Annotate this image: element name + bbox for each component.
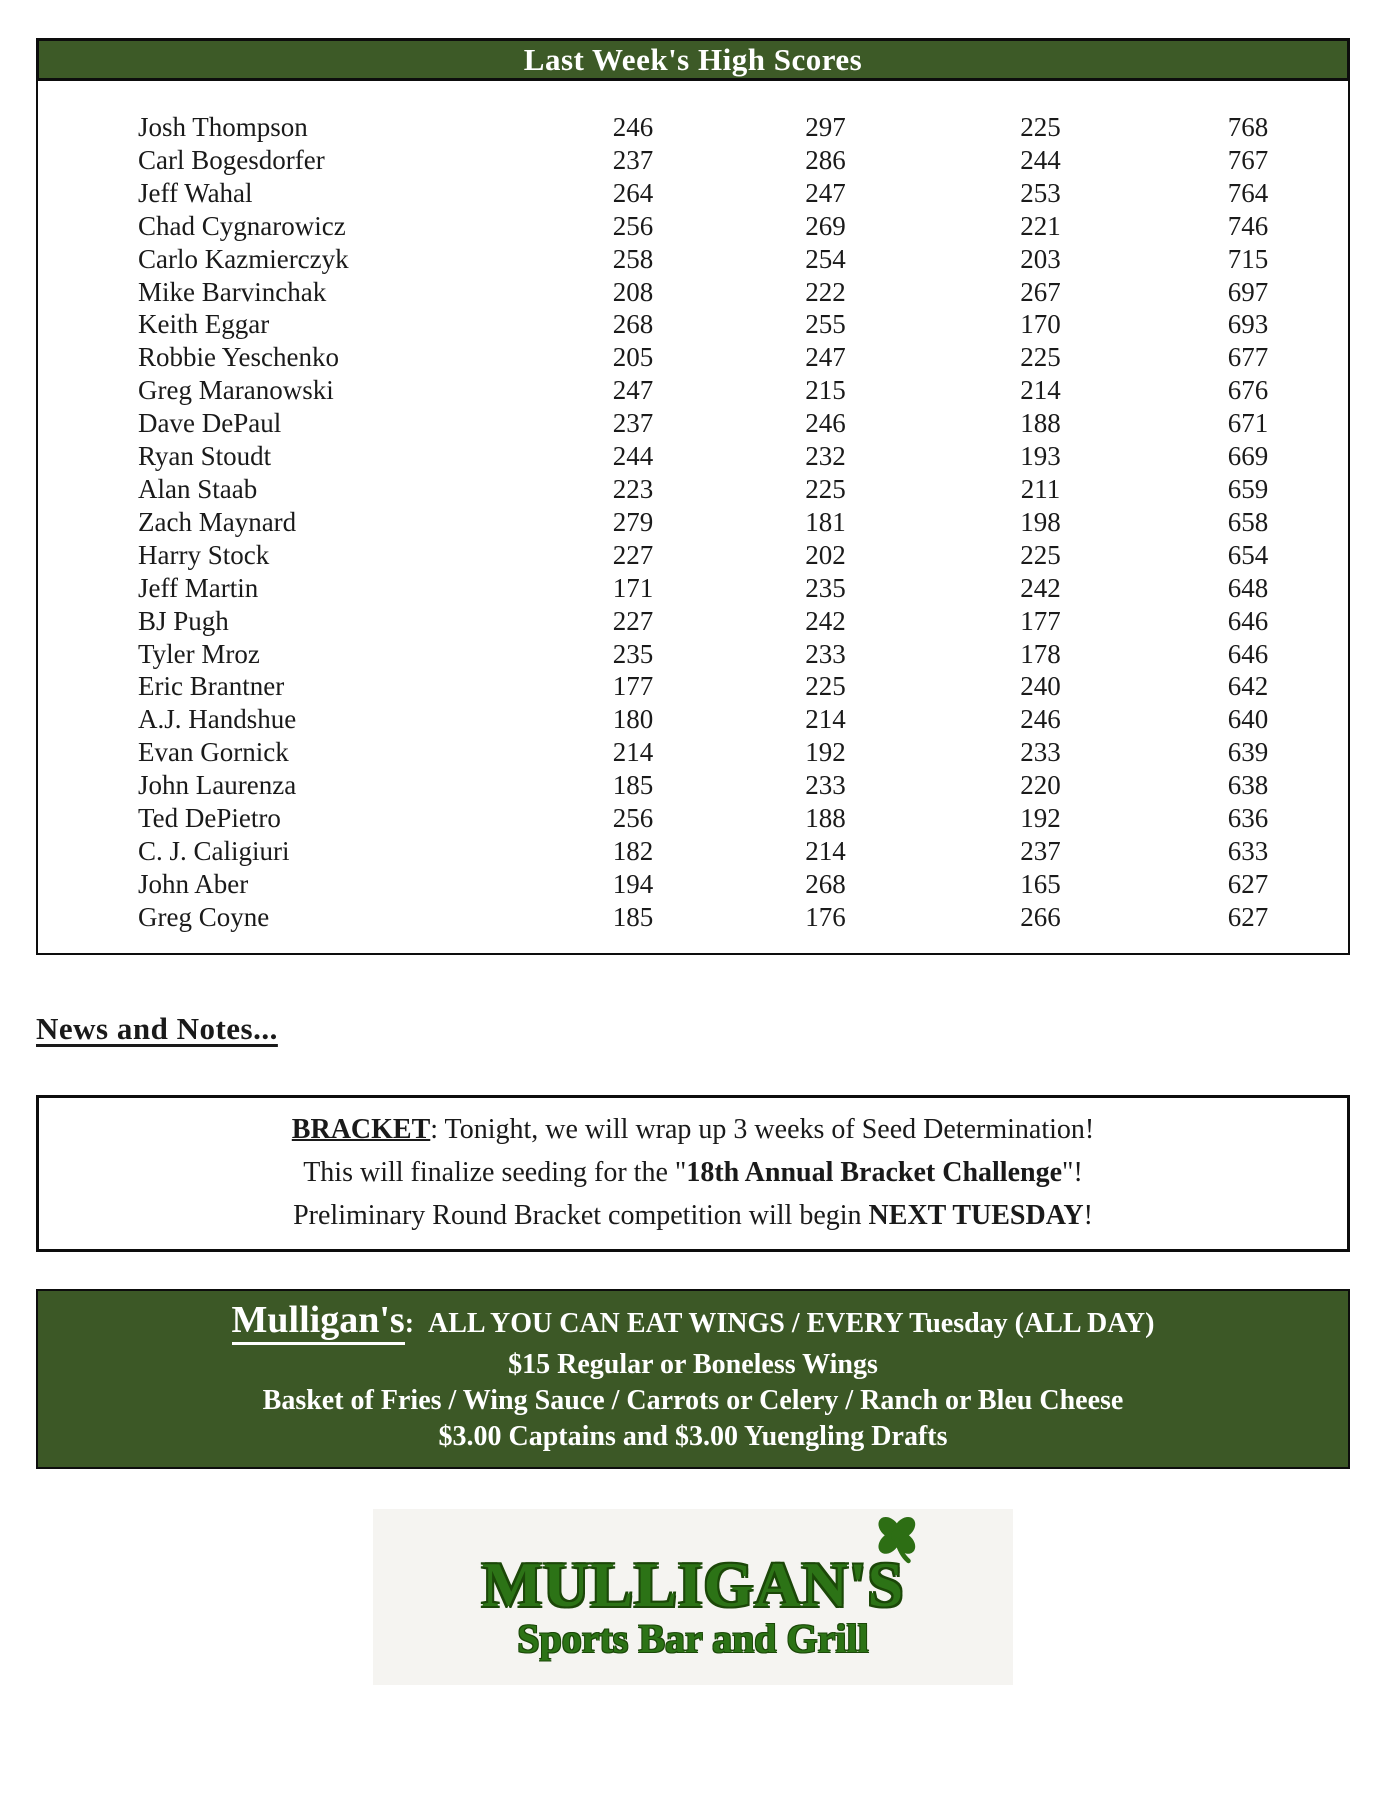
bowler-name: Jeff Wahal (138, 177, 253, 208)
series-total: 671 (1227, 408, 1269, 439)
bowler-name: Greg Coyne (138, 901, 270, 932)
bowler-name: Ted DePietro (138, 803, 281, 834)
score-row (38, 539, 1348, 572)
bowler-name: Carl Bogesdorfer (138, 144, 325, 175)
score-row (38, 374, 1348, 407)
bracket-line-2-post: "! (1062, 1157, 1083, 1188)
promo-line-1 (38, 1297, 1348, 1347)
game1-score: 256 (612, 210, 654, 241)
bracket-line-3 (39, 1194, 1347, 1237)
game2-score: 202 (805, 539, 846, 570)
bowler-name: Greg Maranowski (138, 375, 334, 406)
mulligans-logo (373, 1509, 1013, 1685)
series-total: 627 (1227, 901, 1269, 932)
game2-score: 214 (805, 704, 846, 735)
bowler-name: C. J. Caligiuri (138, 835, 290, 866)
series-total: 646 (1227, 605, 1269, 636)
promo-line-4: $3.00 Captains and $3.00 Yuengling Drafts (438, 1421, 948, 1452)
bowler-name: Tyler Mroz (138, 638, 260, 669)
row-indent (38, 111, 138, 144)
row-indent (38, 835, 138, 868)
series-total: 764 (1227, 177, 1269, 208)
game3-score: 203 (1020, 243, 1061, 274)
game3-score: 225 (1020, 112, 1061, 142)
high-scores-table (36, 81, 1350, 955)
game3-score: 188 (1020, 408, 1061, 439)
score-row (38, 210, 1348, 243)
promo-brand-name: Mulligan's (232, 1299, 405, 1345)
game3-score: 266 (1020, 901, 1061, 932)
bowler-name: Eric Brantner (138, 671, 285, 702)
game3-score: 225 (1020, 539, 1061, 570)
score-row (38, 605, 1348, 638)
score-row (38, 276, 1348, 309)
promo-line-3: Basket of Fries / Wing Sauce / Carrots or Celery / Ranch or Bleu Cheese (262, 1385, 1124, 1416)
bowler-name: A.J. Handshue (138, 704, 297, 735)
game2-score: 247 (805, 342, 846, 373)
bowler-name: Evan Gornick (138, 737, 289, 768)
bracket-challenge-name: 18th Annual Bracket Challenge (686, 1157, 1063, 1188)
series-total: 659 (1227, 473, 1269, 504)
game3-score: 177 (1020, 605, 1061, 636)
row-indent (38, 177, 138, 210)
score-row (38, 111, 1348, 144)
series-total: 636 (1227, 803, 1269, 834)
game1-score: 208 (612, 276, 654, 307)
row-indent (38, 670, 138, 703)
score-row (38, 736, 1348, 769)
game2-score: 246 (805, 408, 846, 439)
series-total: 642 (1227, 671, 1269, 702)
bowler-name: Keith Eggar (138, 309, 270, 340)
score-row (38, 670, 1348, 703)
game1-score: 264 (612, 177, 654, 208)
game3-score: 193 (1020, 441, 1061, 472)
game3-score: 267 (1020, 276, 1061, 307)
score-row (38, 572, 1348, 605)
score-row (38, 308, 1348, 341)
game2-score: 181 (805, 506, 846, 537)
game1-score: 268 (612, 309, 654, 340)
promo-brand-colon: : (404, 1308, 415, 1339)
row-indent (38, 374, 138, 407)
score-row (38, 341, 1348, 374)
bowler-name: Mike Barvinchak (138, 276, 327, 307)
bowler-name: Josh Thompson (138, 112, 308, 142)
game1-score: 185 (612, 770, 654, 801)
game3-score: 192 (1020, 803, 1061, 834)
game2-score: 233 (805, 638, 846, 669)
score-row (38, 473, 1348, 506)
scores-table-body (38, 111, 1348, 934)
game2-score: 233 (805, 770, 846, 801)
series-total: 640 (1227, 704, 1269, 735)
row-indent (38, 769, 138, 802)
row-indent (38, 243, 138, 276)
series-total: 767 (1227, 144, 1269, 175)
game3-score: 211 (1020, 473, 1061, 504)
bowler-name: Zach Maynard (138, 506, 297, 537)
series-total: 654 (1227, 539, 1269, 570)
game2-score: 286 (805, 144, 846, 175)
game1-score: 279 (612, 506, 654, 537)
row-indent (38, 473, 138, 506)
bowler-name: John Laurenza (138, 770, 297, 801)
series-total: 746 (1227, 210, 1269, 241)
game1-score: 258 (612, 243, 654, 274)
game3-score: 170 (1020, 309, 1061, 340)
game3-score: 233 (1020, 737, 1061, 768)
row-indent (38, 901, 138, 934)
bowler-name: Harry Stock (138, 539, 270, 570)
row-indent (38, 703, 138, 736)
bowler-name: Jeff Martin (138, 572, 259, 603)
bracket-line-1 (39, 1108, 1347, 1151)
row-indent (38, 210, 138, 243)
game1-score: 185 (612, 901, 654, 932)
game3-score: 246 (1020, 704, 1061, 735)
game2-score: 214 (805, 835, 846, 866)
game1-score: 227 (612, 605, 654, 636)
game2-score: 242 (805, 605, 846, 636)
game2-score: 235 (805, 572, 846, 603)
bracket-line-3-pre: Preliminary Round Bracket competition will begin (293, 1200, 869, 1231)
promo-line-2: $15 Regular or Boneless Wings (508, 1349, 878, 1380)
game1-score: 171 (612, 572, 654, 603)
game3-score: 242 (1020, 572, 1061, 603)
bowler-name: John Aber (138, 868, 249, 899)
news-and-notes-heading: News and Notes... (36, 1011, 278, 1046)
game2-score: 268 (805, 868, 846, 899)
game3-score: 220 (1020, 770, 1061, 801)
series-total: 697 (1227, 276, 1269, 307)
game3-score: 214 (1020, 375, 1061, 406)
game2-score: 247 (805, 177, 846, 208)
game3-score: 237 (1020, 835, 1061, 866)
bowler-name: Ryan Stoudt (138, 441, 272, 472)
row-indent (38, 144, 138, 177)
bowler-name: Dave DePaul (138, 408, 282, 439)
game2-score: 297 (805, 112, 846, 142)
game2-score: 254 (805, 243, 846, 274)
bracket-line-2-pre: This will finalize seeding for the " (303, 1157, 687, 1188)
bowler-name: Robbie Yeschenko (138, 342, 339, 373)
score-row (38, 144, 1348, 177)
row-indent (38, 638, 138, 671)
game2-score: 232 (805, 441, 846, 472)
score-row (38, 835, 1348, 868)
series-total: 676 (1227, 375, 1269, 406)
game3-score: 221 (1020, 210, 1061, 241)
logo-tagline: Sports Bar and Grill (517, 1616, 869, 1661)
game1-score: 256 (612, 803, 654, 834)
series-total: 639 (1227, 737, 1269, 768)
game3-score: 225 (1020, 342, 1061, 373)
game1-score: 244 (612, 441, 654, 472)
bracket-line-3-post: ! (1083, 1200, 1093, 1231)
series-total: 693 (1227, 309, 1269, 340)
bowler-name: Chad Cygnarowicz (138, 210, 346, 241)
game1-score: 235 (612, 638, 654, 669)
series-total: 638 (1227, 770, 1269, 801)
row-indent (38, 572, 138, 605)
bowler-name: BJ Pugh (138, 605, 229, 636)
row-indent (38, 802, 138, 835)
series-total: 669 (1227, 441, 1269, 472)
row-indent (38, 341, 138, 374)
bracket-announcement-box (36, 1095, 1350, 1252)
score-row (38, 177, 1348, 210)
high-scores-title: Last Week's High Scores (523, 41, 863, 77)
game2-score: 176 (805, 901, 846, 932)
game2-score: 215 (805, 375, 846, 406)
bracket-line-1-text: : Tonight, we will wrap up 3 weeks of Seed Determination! (430, 1114, 1095, 1145)
high-scores-header (36, 38, 1350, 81)
row-indent (38, 276, 138, 309)
wings-promo-banner (36, 1289, 1350, 1469)
score-row (38, 868, 1348, 901)
score-row (38, 703, 1348, 736)
game1-score: 246 (612, 112, 654, 142)
series-total: 715 (1227, 243, 1269, 274)
row-indent (38, 440, 138, 473)
series-total: 648 (1227, 572, 1269, 603)
bracket-next-tuesday: NEXT TUESDAY (868, 1200, 1084, 1231)
game1-score: 177 (612, 671, 654, 702)
game3-score: 244 (1020, 144, 1061, 175)
game1-score: 182 (612, 835, 654, 866)
series-total: 677 (1227, 342, 1269, 373)
game3-score: 253 (1020, 177, 1061, 208)
bowler-name: Alan Staab (138, 473, 258, 504)
game1-score: 237 (612, 408, 654, 439)
score-row (38, 638, 1348, 671)
game1-score: 180 (612, 704, 654, 735)
score-row (38, 243, 1348, 276)
game3-score: 178 (1020, 638, 1061, 669)
game2-score: 225 (805, 671, 846, 702)
bracket-line-2 (39, 1151, 1347, 1194)
score-row (38, 901, 1348, 934)
bowler-name: Carlo Kazmierczyk (138, 243, 349, 274)
game2-score: 222 (805, 276, 846, 307)
series-total: 768 (1227, 112, 1269, 142)
score-row (38, 407, 1348, 440)
series-total: 658 (1227, 506, 1269, 537)
game1-score: 247 (612, 375, 654, 406)
score-row (38, 506, 1348, 539)
game3-score: 165 (1020, 868, 1061, 899)
game1-score: 205 (612, 342, 654, 373)
clover-icon (869, 1511, 927, 1569)
row-indent (38, 868, 138, 901)
row-indent (38, 308, 138, 341)
game3-score: 198 (1020, 506, 1061, 537)
game2-score: 269 (805, 210, 846, 241)
game2-score: 255 (805, 309, 846, 340)
bracket-label: BRACKET (291, 1114, 431, 1145)
game3-score: 240 (1020, 671, 1061, 702)
game1-score: 227 (612, 539, 654, 570)
game2-score: 192 (805, 737, 846, 768)
series-total: 633 (1227, 835, 1269, 866)
promo-line-1-text: ALL YOU CAN EAT WINGS / EVERY Tuesday (ALL DAY) (428, 1308, 1155, 1339)
row-indent (38, 605, 138, 638)
row-indent (38, 539, 138, 572)
logo-wordmark: MULLIGAN'S (481, 1549, 905, 1620)
game1-score: 223 (612, 473, 654, 504)
game1-score: 194 (612, 868, 654, 899)
row-indent (38, 407, 138, 440)
series-total: 646 (1227, 638, 1269, 669)
series-total: 627 (1227, 868, 1269, 899)
row-indent (38, 736, 138, 769)
game2-score: 225 (805, 473, 846, 504)
score-row (38, 769, 1348, 802)
game2-score: 188 (805, 803, 846, 834)
row-indent (38, 506, 138, 539)
score-row (38, 440, 1348, 473)
game1-score: 214 (612, 737, 654, 768)
game1-score: 237 (612, 144, 654, 175)
score-row (38, 802, 1348, 835)
